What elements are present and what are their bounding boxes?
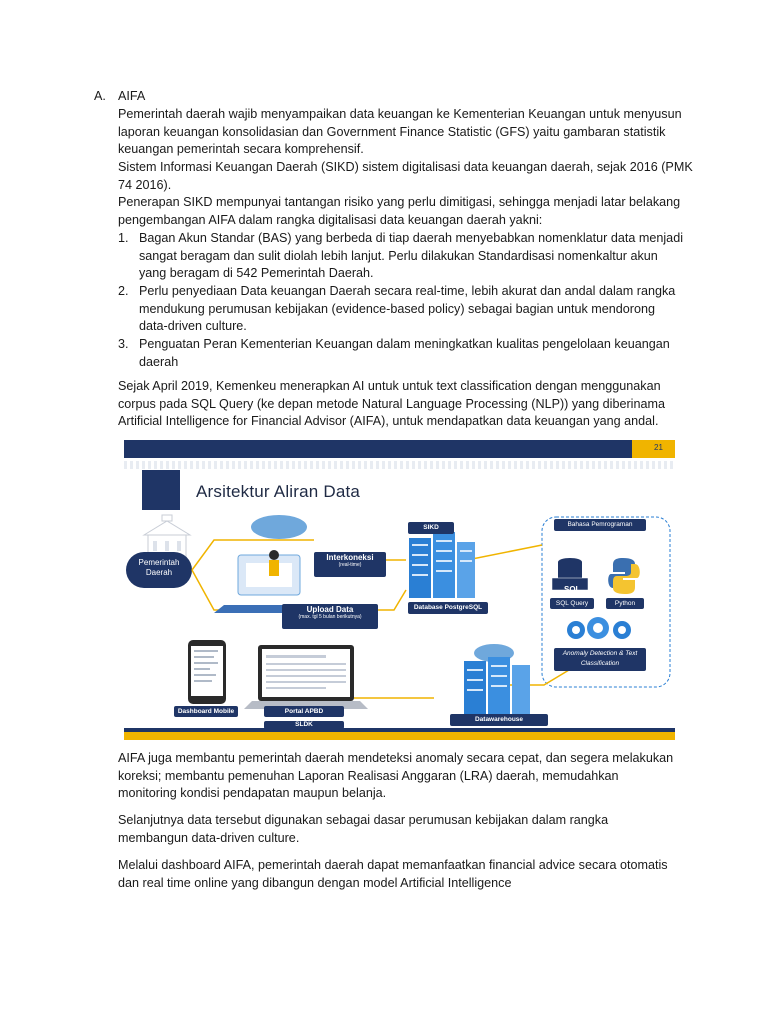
figure-page-number: 21: [654, 443, 663, 452]
interkoneksi-label: Interkoneksi: [326, 553, 374, 562]
interkoneksi-sub: (real-time): [338, 562, 362, 568]
intro-paragraph-1: Pemerintah daerah wajib menyampaikan data keuangan ke Kementerian Keuangan untuk menyusun laporan keuangan konsolidasian dan Government Finance Statistic (GFS) yaitu gambaran statistik keuangan pemerintah secara komprehensif.: [118, 107, 682, 157]
sql-text: SQL: [564, 585, 581, 594]
pemda-line-2: Daerah: [145, 568, 173, 577]
datawarehouse-badge: Datawarehouse: [450, 714, 548, 726]
sldk-badge: SLDK: [264, 721, 344, 729]
intro-paragraph-3: Penerapan SIKD mempunyai tantangan risiko yang perlu dimitigasi, sehingga menjadi latar belakang pengembangan AIFA dalam rangka digitalisasi data keuangan daerah yakni:: [118, 195, 681, 227]
sikd-server-icon: [409, 532, 475, 598]
section-title: AIFA: [118, 89, 146, 103]
pemda-label: [130, 558, 188, 578]
laptop-illustration: [214, 515, 324, 613]
anomaly-badge: Anomaly Detection & Text Classification: [554, 648, 646, 671]
figure-title: Arsitektur Aliran Data: [196, 482, 361, 501]
list-item-1: Bagan Akun Standar (BAS) yang berbeda di tiap daerah menyebabkan nomenklatur data menjadi sangat beragam dan sulit diolah lebih lanjut. Perlu dilakukan Standardisasi nomenkaltur akun yang beragam di 542 Pemerintah Daerah.: [139, 231, 683, 281]
architecture-figure: [124, 440, 675, 740]
architecture-diagram: [124, 440, 675, 740]
list-item-3: Penguatan Peran Kementerian Keuangan dalam meningkatkan kualitas pengelolaan keuangan daerah: [139, 337, 670, 369]
python-badge: Python: [606, 598, 644, 609]
intro-paragraph-2: Sistem Informasi Keuangan Daerah (SIKD) sistem digitalisasi data keuangan daerah, sejak 2016 (PMK 74 2016).: [118, 160, 693, 192]
ai-paragraph: Sejak April 2019, Kemenkeu menerapkan AI untuk untuk text classification dengan menggunakan corpus pada SQL Query (ke depan metode Natural Language Processing (NLP)) yang diberinama Artificial Intelligence for Financial Advisor (AIFA), untuk mendapatkan data keuangan yang andal.: [118, 379, 665, 429]
upload-sub: (max. tgl 5 bulan berikutnya): [298, 614, 362, 620]
upload-badge: [282, 604, 378, 629]
dashboard-mobile-badge: Dashboard Mobile: [174, 706, 238, 717]
outro-paragraph-3: Melalui dashboard AIFA, pemerintah daerah dapat memanfaatkan financial advice secara otomatis dan real time online yang dibangun dengan model Artificial Intelligence: [118, 858, 668, 890]
mobile-phone-icon: [188, 640, 226, 704]
pemda-line-1: Pemerintah: [138, 558, 180, 567]
outro-paragraph-2: Selanjutnya data tersebut digunakan sebagai dasar perumusan kebijakan dalam rangka membangun data-driven culture.: [118, 813, 609, 845]
upload-label: Upload Data: [306, 605, 354, 614]
bahasa-badge: Bahasa Pemrograman: [554, 519, 646, 531]
interkoneksi-badge: [314, 552, 386, 577]
gears-icon: [567, 617, 631, 639]
list-number-1: 1.: [118, 231, 129, 245]
db-badge: Database PostgreSQL: [408, 602, 488, 614]
section-letter: A.: [94, 89, 106, 103]
outro-paragraph-1: AIFA juga membantu pemerintah daerah mendeteksi anomaly secara cepat, dan segera melakukan koreksi; membantu pemenuhan Laporan Realisasi Anggaran (LRA) daerah, memudahkan monitoring kondisi pendapatan maupun belanja.: [118, 751, 674, 801]
python-logo-icon: [608, 558, 640, 594]
list-number-3: 3.: [118, 337, 129, 351]
figure-bottom-bar: [124, 732, 675, 740]
list-item-2: Perlu penyediaan Data keuangan Daerah secara real-time, lebih akurat dan andal dalam rangka mendukung perumusan kebijakan (evidence-based policy) sebagai bagian untuk mendorong data-driven culture.: [139, 284, 676, 334]
portal-laptop-icon: [244, 645, 368, 709]
sql-query-badge: SQL Query: [550, 598, 594, 609]
portal-badge: Portal APBD: [264, 706, 344, 717]
sikd-badge: SIKD: [408, 522, 454, 534]
list-number-2: 2.: [118, 284, 129, 298]
datawarehouse-server-icon: [464, 644, 530, 715]
